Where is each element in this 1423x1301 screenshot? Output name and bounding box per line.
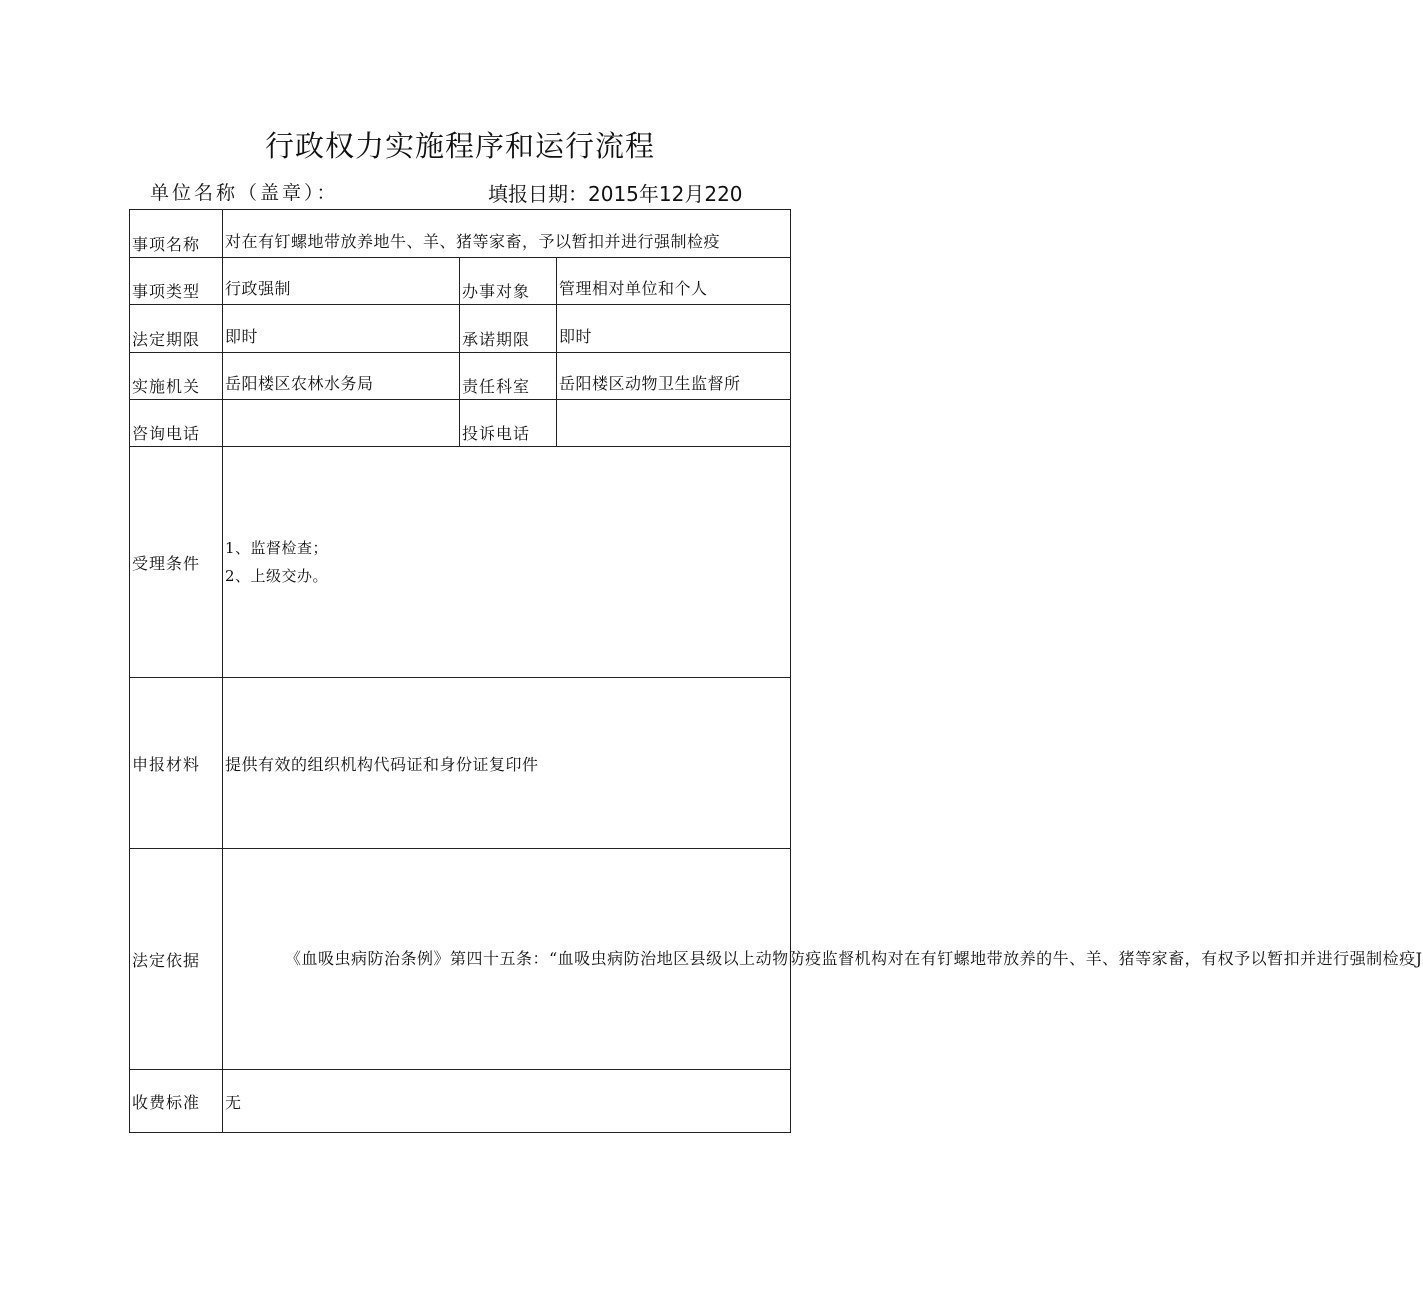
promised-deadline-label: 承诺期限 [460, 305, 557, 353]
materials-value: 提供有效的组织机构代码证和身份证复印件 [223, 678, 791, 849]
unit-name-label: 单位名称（盖章）： [150, 182, 339, 204]
item-name-label: 事项名称 [130, 210, 223, 258]
row-item-type [130, 258, 791, 305]
target-value: 管理相对单位和个人 [557, 258, 791, 305]
row-conditions [130, 447, 791, 678]
legal-deadline-value: 即时 [223, 305, 460, 353]
info-table [129, 209, 1423, 1133]
department-value: 岳阳楼区动物卫生监督所 [557, 353, 791, 400]
conditions-value [223, 447, 791, 678]
agency-value: 岳阳楼区农林水务局 [223, 353, 460, 400]
fee-label: 收费标准 [130, 1070, 223, 1133]
row-materials [130, 678, 791, 849]
complaint-phone-value [557, 400, 791, 447]
conditions-label: 受理条件 [130, 447, 223, 678]
complaint-phone-label: 投诉电话 [460, 400, 557, 447]
item-name-value: 对在有钉螺地带放养地牛、羊、猪等家畜，予以暂扣并进行强制检疫 [223, 210, 791, 258]
department-label: 责任科室 [460, 353, 557, 400]
item-type-value: 行政强制 [223, 258, 460, 305]
condition-item: 2、上级交办。 [225, 567, 329, 585]
item-type-label: 事项类型 [130, 258, 223, 305]
row-item-name [130, 210, 791, 258]
page-title: 行政权力实施程序和运行流程 [264, 129, 655, 163]
agency-label: 实施机关 [130, 353, 223, 400]
legal-basis-value: 《血吸虫病防治条例》第四十五条：“血吸虫病防治地区县级以上动物防疫监督机构对在有钉螺地带放养的牛、羊、猪等家畜，有权予以暂扣并进行强制检疫J [223, 849, 791, 1070]
consult-phone-label: 咨询电话 [130, 400, 223, 447]
row-deadline [130, 305, 791, 353]
legal-basis-label: 法定依据 [130, 849, 223, 1070]
fee-value: 无 [223, 1070, 791, 1133]
materials-label: 申报材料 [130, 678, 223, 849]
target-label: 办事对象 [460, 258, 557, 305]
row-fee [130, 1070, 791, 1133]
fill-date-label: 填报日期：2015年12月220 [488, 182, 743, 206]
legal-deadline-label: 法定期限 [130, 305, 223, 353]
promised-deadline-value: 即时 [557, 305, 791, 353]
consult-phone-value [223, 400, 460, 447]
row-agency [130, 353, 791, 400]
condition-item: 1、监督检查； [225, 539, 329, 557]
row-legal-basis [130, 849, 791, 1070]
row-phone [130, 400, 791, 447]
